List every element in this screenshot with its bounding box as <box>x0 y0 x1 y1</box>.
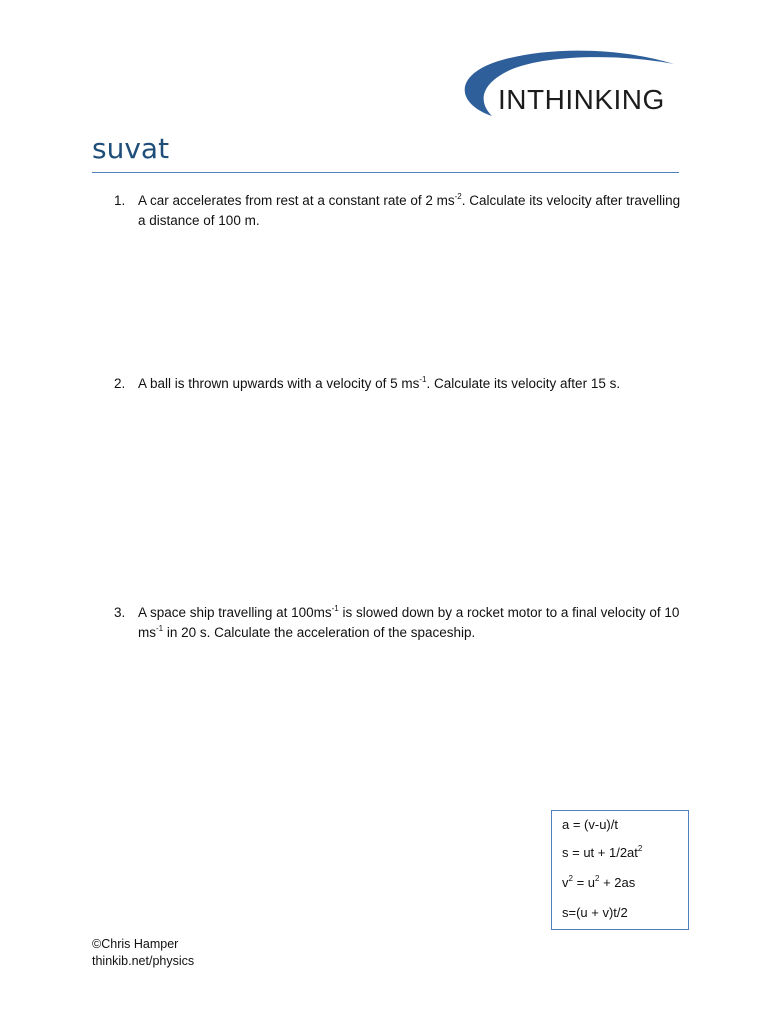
question-text-part: is slowed down by a rocket motor to a final velocity of 10 ms <box>138 605 680 640</box>
formula-part: = u <box>572 875 595 890</box>
question-text <box>138 191 684 231</box>
formula-box <box>551 810 689 930</box>
question-1 <box>114 191 684 231</box>
question-text-part: A car accelerates from rest at a constant rate of 2 ms <box>138 193 455 208</box>
footer <box>92 936 194 970</box>
question-text-part: in 20 s. Calculate the acceleration of the spaceship. <box>163 625 476 640</box>
formula-exponent: 2 <box>637 844 643 853</box>
formula-part: v <box>562 875 569 890</box>
question-3 <box>114 603 684 643</box>
question-number: 3. <box>114 605 126 620</box>
question-number: 2. <box>114 376 126 391</box>
question-text <box>138 374 684 394</box>
logo-text: INTHINKING <box>498 84 665 115</box>
footer-url: thinkib.net/physics <box>92 954 195 968</box>
unit-exponent: -2 <box>454 192 462 201</box>
inthinking-logo <box>452 44 682 124</box>
formula-exponent: 2 <box>568 874 573 883</box>
unit-exponent: -1 <box>156 624 164 633</box>
question-text-part: . Calculate its velocity after 15 s. <box>426 376 621 391</box>
title-divider <box>92 172 679 173</box>
formula-exponent: 2 <box>595 874 600 883</box>
copyright-text: ©Chris Hamper <box>92 937 179 951</box>
page-title: suvat <box>92 132 170 165</box>
formula-velocity-squared <box>562 875 635 890</box>
formula-part: s = ut + 1/2at <box>562 845 638 860</box>
question-text-part: A ball is thrown upwards with a velocity of 5 ms <box>138 376 420 391</box>
question-number: 1. <box>114 193 126 208</box>
formula-average-velocity: s=(u + v)t/2 <box>562 905 628 920</box>
unit-exponent: -1 <box>331 604 339 613</box>
formula-acceleration: a = (v-u)/t <box>562 817 618 832</box>
formula-part: + 2as <box>599 875 636 890</box>
question-text-part: A space ship travelling at 100ms <box>138 605 332 620</box>
question-2 <box>114 374 684 394</box>
unit-exponent: -1 <box>419 375 427 384</box>
formula-displacement <box>562 845 642 860</box>
question-text <box>138 603 684 643</box>
question-text-part: . Calculate its velocity after travelling a distance of 100 m. <box>138 193 681 228</box>
